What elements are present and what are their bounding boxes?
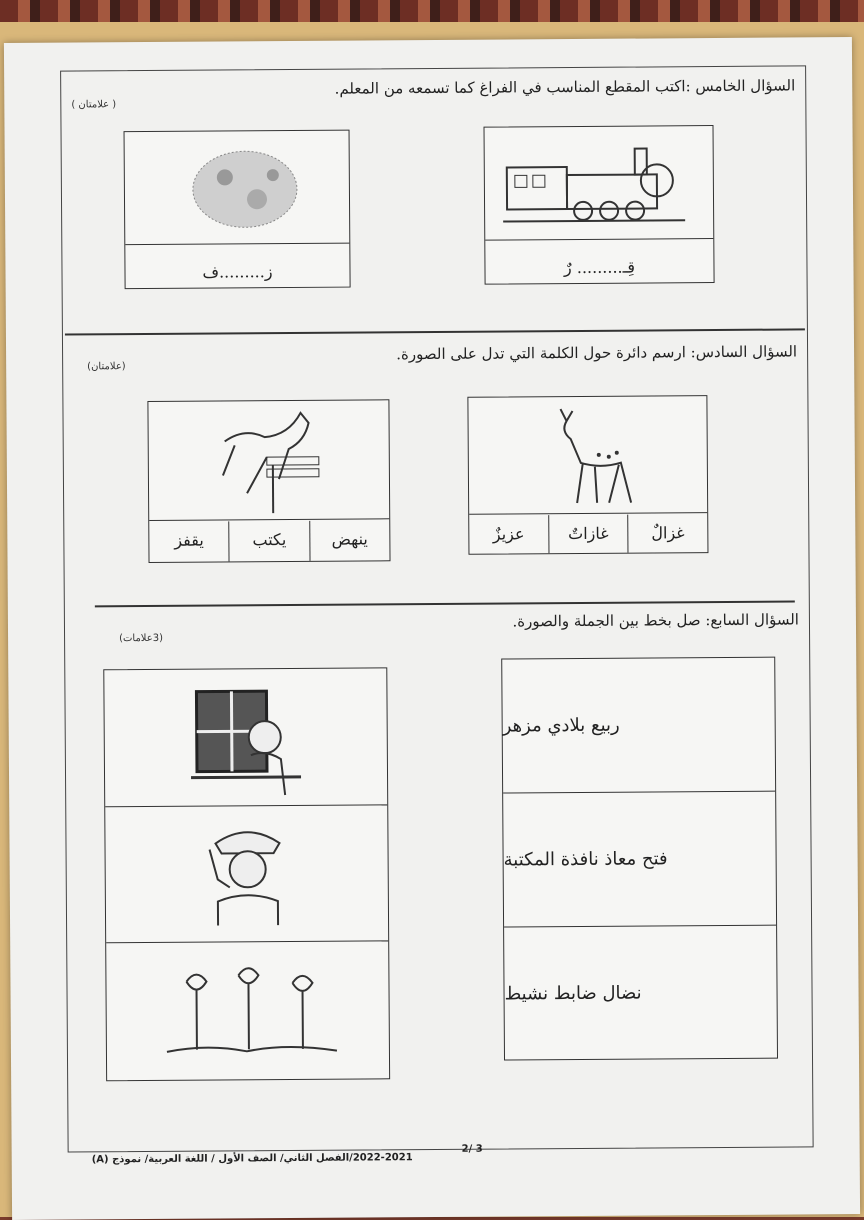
sentence-1[interactable]: ربيع بلادي مزهر <box>502 658 775 794</box>
q5-fill-train[interactable]: قِـ......... رٌ <box>485 257 713 278</box>
q6-marks: (علامتان) <box>87 361 126 372</box>
worksheet-frame <box>60 65 814 1152</box>
deer-icon <box>468 396 707 514</box>
footer-course-info: 2022-2021/الفصل الثاني/ الصف الأول / اللغة العربية/ نموذج (A) <box>92 1152 413 1165</box>
officer-icon <box>105 804 388 942</box>
worksheet-page <box>4 37 860 1220</box>
q5-marks: ( علامتان ) <box>71 99 116 110</box>
sentence-3[interactable]: نضال ضابط نشيط <box>504 926 777 1060</box>
train-icon <box>485 126 714 240</box>
q6-horse-choices <box>149 520 389 562</box>
window-boy-icon <box>104 668 387 806</box>
q7-sentences-column <box>501 657 778 1061</box>
choice-word[interactable]: عزيزٌ <box>469 515 548 554</box>
divider <box>65 328 805 335</box>
q5-title: السؤال الخامس :اكتب المقطع المناسب في الفراغ كما تسمعه من المعلم. <box>335 76 796 97</box>
q7-title: السؤال السابع: صل بخط بين الجملة والصورة. <box>512 610 799 630</box>
choice-word[interactable]: غازاتٌ <box>548 515 628 554</box>
divider <box>95 600 795 607</box>
q6-item-horse <box>147 399 390 563</box>
flowers-icon <box>106 940 389 1080</box>
q6-title: السؤال السادس: ارسم دائرة حول الكلمة التي تدل على الصورة. <box>396 342 797 363</box>
q6-deer-choices <box>469 514 707 554</box>
q5-item-moon <box>124 130 351 290</box>
picture-1[interactable] <box>104 668 387 807</box>
q5-moon-picture <box>125 131 350 246</box>
q5-train-picture <box>485 126 714 241</box>
picture-3[interactable] <box>106 940 389 1080</box>
picture-2[interactable] <box>105 804 388 943</box>
sentence-2[interactable]: فتح معاذ نافذة المكتبة <box>503 792 776 928</box>
q7-marks: (3علامات) <box>119 633 163 644</box>
footer-page-number: 3 /2 <box>462 1144 483 1155</box>
q7-pictures-column <box>103 667 390 1081</box>
horse-jump-icon <box>148 400 389 520</box>
choice-word[interactable]: غزالٌ <box>628 514 708 553</box>
moon-icon <box>125 131 350 245</box>
q5-item-train <box>483 125 714 285</box>
q5-fill-moon[interactable]: ز.........ف <box>125 262 349 283</box>
q6-deer-picture <box>468 396 707 515</box>
choice-word[interactable]: يقفز <box>149 521 229 562</box>
q6-horse-picture <box>148 400 389 521</box>
choice-word[interactable]: يكتب <box>229 521 310 562</box>
q6-item-deer <box>467 395 708 555</box>
choice-word[interactable]: ينهض <box>309 520 390 561</box>
